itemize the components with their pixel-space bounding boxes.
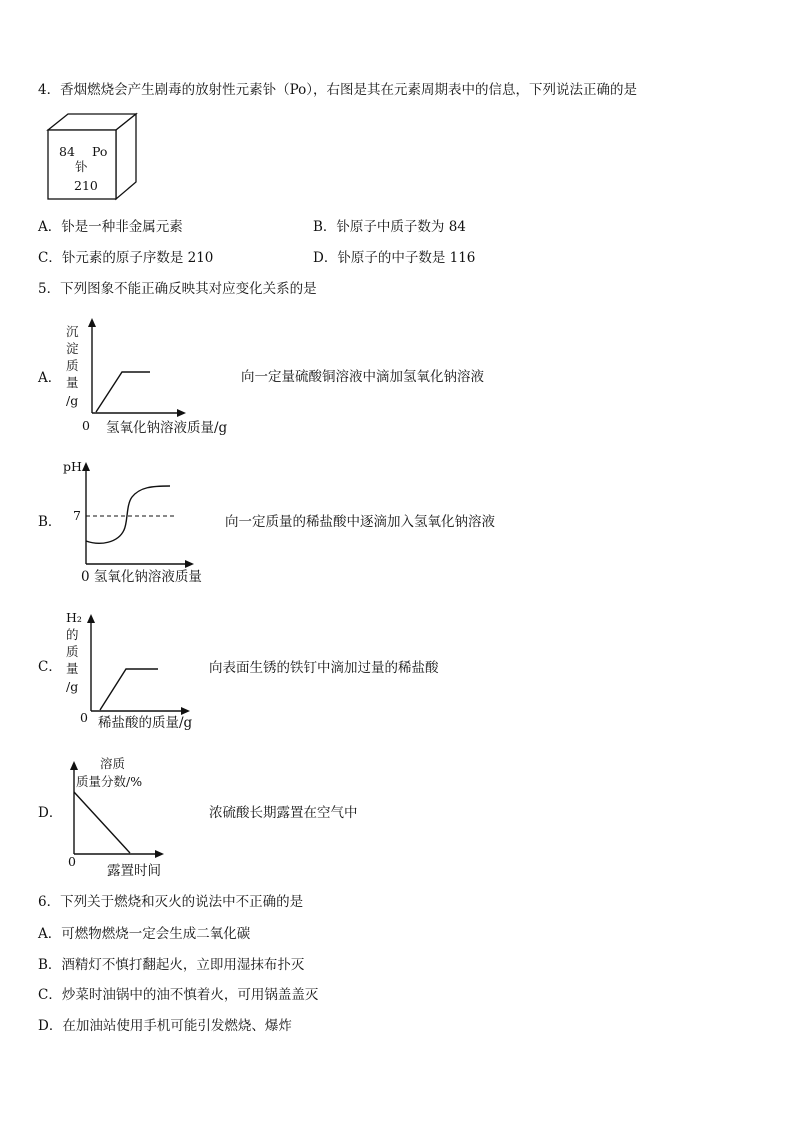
q5-a-ylabel-5: /g — [66, 393, 79, 408]
q5-d-ylabel-2: 质量分数/% — [76, 774, 143, 789]
q5-b-desc: 向一定质量的稀盐酸中逐滴加入氢氧化钠溶液 — [225, 514, 495, 530]
element-number: 84 — [59, 144, 75, 159]
q6-option-b: B．酒精灯不慎打翻起火，立即用湿抹布扑灭 — [38, 957, 305, 973]
element-mass: 210 — [74, 178, 98, 193]
q5-a-ylabel-1: 沉 — [66, 324, 79, 339]
q5-d-desc: 浓硫酸长期露置在空气中 — [209, 805, 358, 821]
element-name: 钋 — [75, 159, 88, 174]
q5-c-xlabel: 稀盐酸的质量/g — [98, 715, 193, 731]
q5-c-ylabel-1: H₂ — [66, 610, 82, 625]
q5-b-xlabel: 0 氢氧化钠溶液质量 — [81, 569, 202, 585]
element-symbol: Po — [92, 144, 108, 159]
q5-a-ylabel-3: 质 — [66, 358, 79, 373]
q5-d-origin: 0 — [68, 854, 76, 869]
graph-b — [82, 462, 194, 568]
q5-c-ylabel-3: 质 — [66, 644, 79, 659]
q5-c-ylabel-4: 量 — [66, 661, 79, 676]
q5-c-desc: 向表面生锈的铁钉中滴加过量的稀盐酸 — [209, 660, 439, 676]
q4-option-a: A．钋是一种非金属元素 — [38, 219, 183, 235]
q5-d-xlabel: 露置时间 — [107, 863, 161, 879]
q5-c-letter: C． — [38, 659, 62, 675]
q5-b-tick-7: 7 — [73, 508, 81, 523]
q5-a-desc: 向一定量硫酸铜溶液中滴加氢氧化钠溶液 — [241, 369, 484, 385]
q4-option-c: C．钋元素的原子序数是 210 — [38, 250, 214, 266]
q5-b-ylabel: pH — [63, 459, 82, 474]
q4-option-d: D．钋原子的中子数是 116 — [313, 250, 476, 266]
graph-a — [88, 318, 186, 417]
q5-a-ylabel-4: 量 — [66, 375, 79, 390]
q5-d-letter: D． — [38, 805, 63, 821]
q5-a-ylabel-2: 淀 — [66, 341, 79, 356]
q5-a-origin: 0 — [82, 418, 90, 433]
q5-d-ylabel-1: 溶质 — [100, 756, 126, 771]
q4-stem: 4．香烟燃烧会产生剧毒的放射性元素钋（Po），右图是其在元素周期表中的信息，下列说法正确的是 — [38, 82, 638, 98]
q5-stem: 5．下列图象不能正确反映其对应变化关系的是 — [38, 281, 317, 297]
q5-c-ylabel-5: /g — [66, 679, 79, 694]
q5-a-xlabel: 氢氧化钠溶液质量/g — [106, 420, 228, 436]
graph-c — [87, 614, 190, 715]
q6-option-a: A．可燃物燃烧一定会生成二氧化碳 — [38, 926, 251, 942]
q5-a-letter: A． — [38, 370, 62, 386]
q5-b-letter: B． — [38, 514, 62, 530]
q5-c-ylabel-2: 的 — [66, 627, 79, 642]
q5-c-origin: 0 — [80, 710, 88, 725]
q6-option-c: C．炒菜时油锅中的油不慎着火，可用锅盖盖灭 — [38, 987, 319, 1003]
q4-option-b: B．钋原子中质子数为 84 — [313, 219, 466, 235]
q6-stem: 6．下列关于燃烧和灭火的说法中不正确的是 — [38, 894, 304, 910]
q6-option-d: D．在加油站使用手机可能引发燃烧、爆炸 — [38, 1018, 292, 1034]
